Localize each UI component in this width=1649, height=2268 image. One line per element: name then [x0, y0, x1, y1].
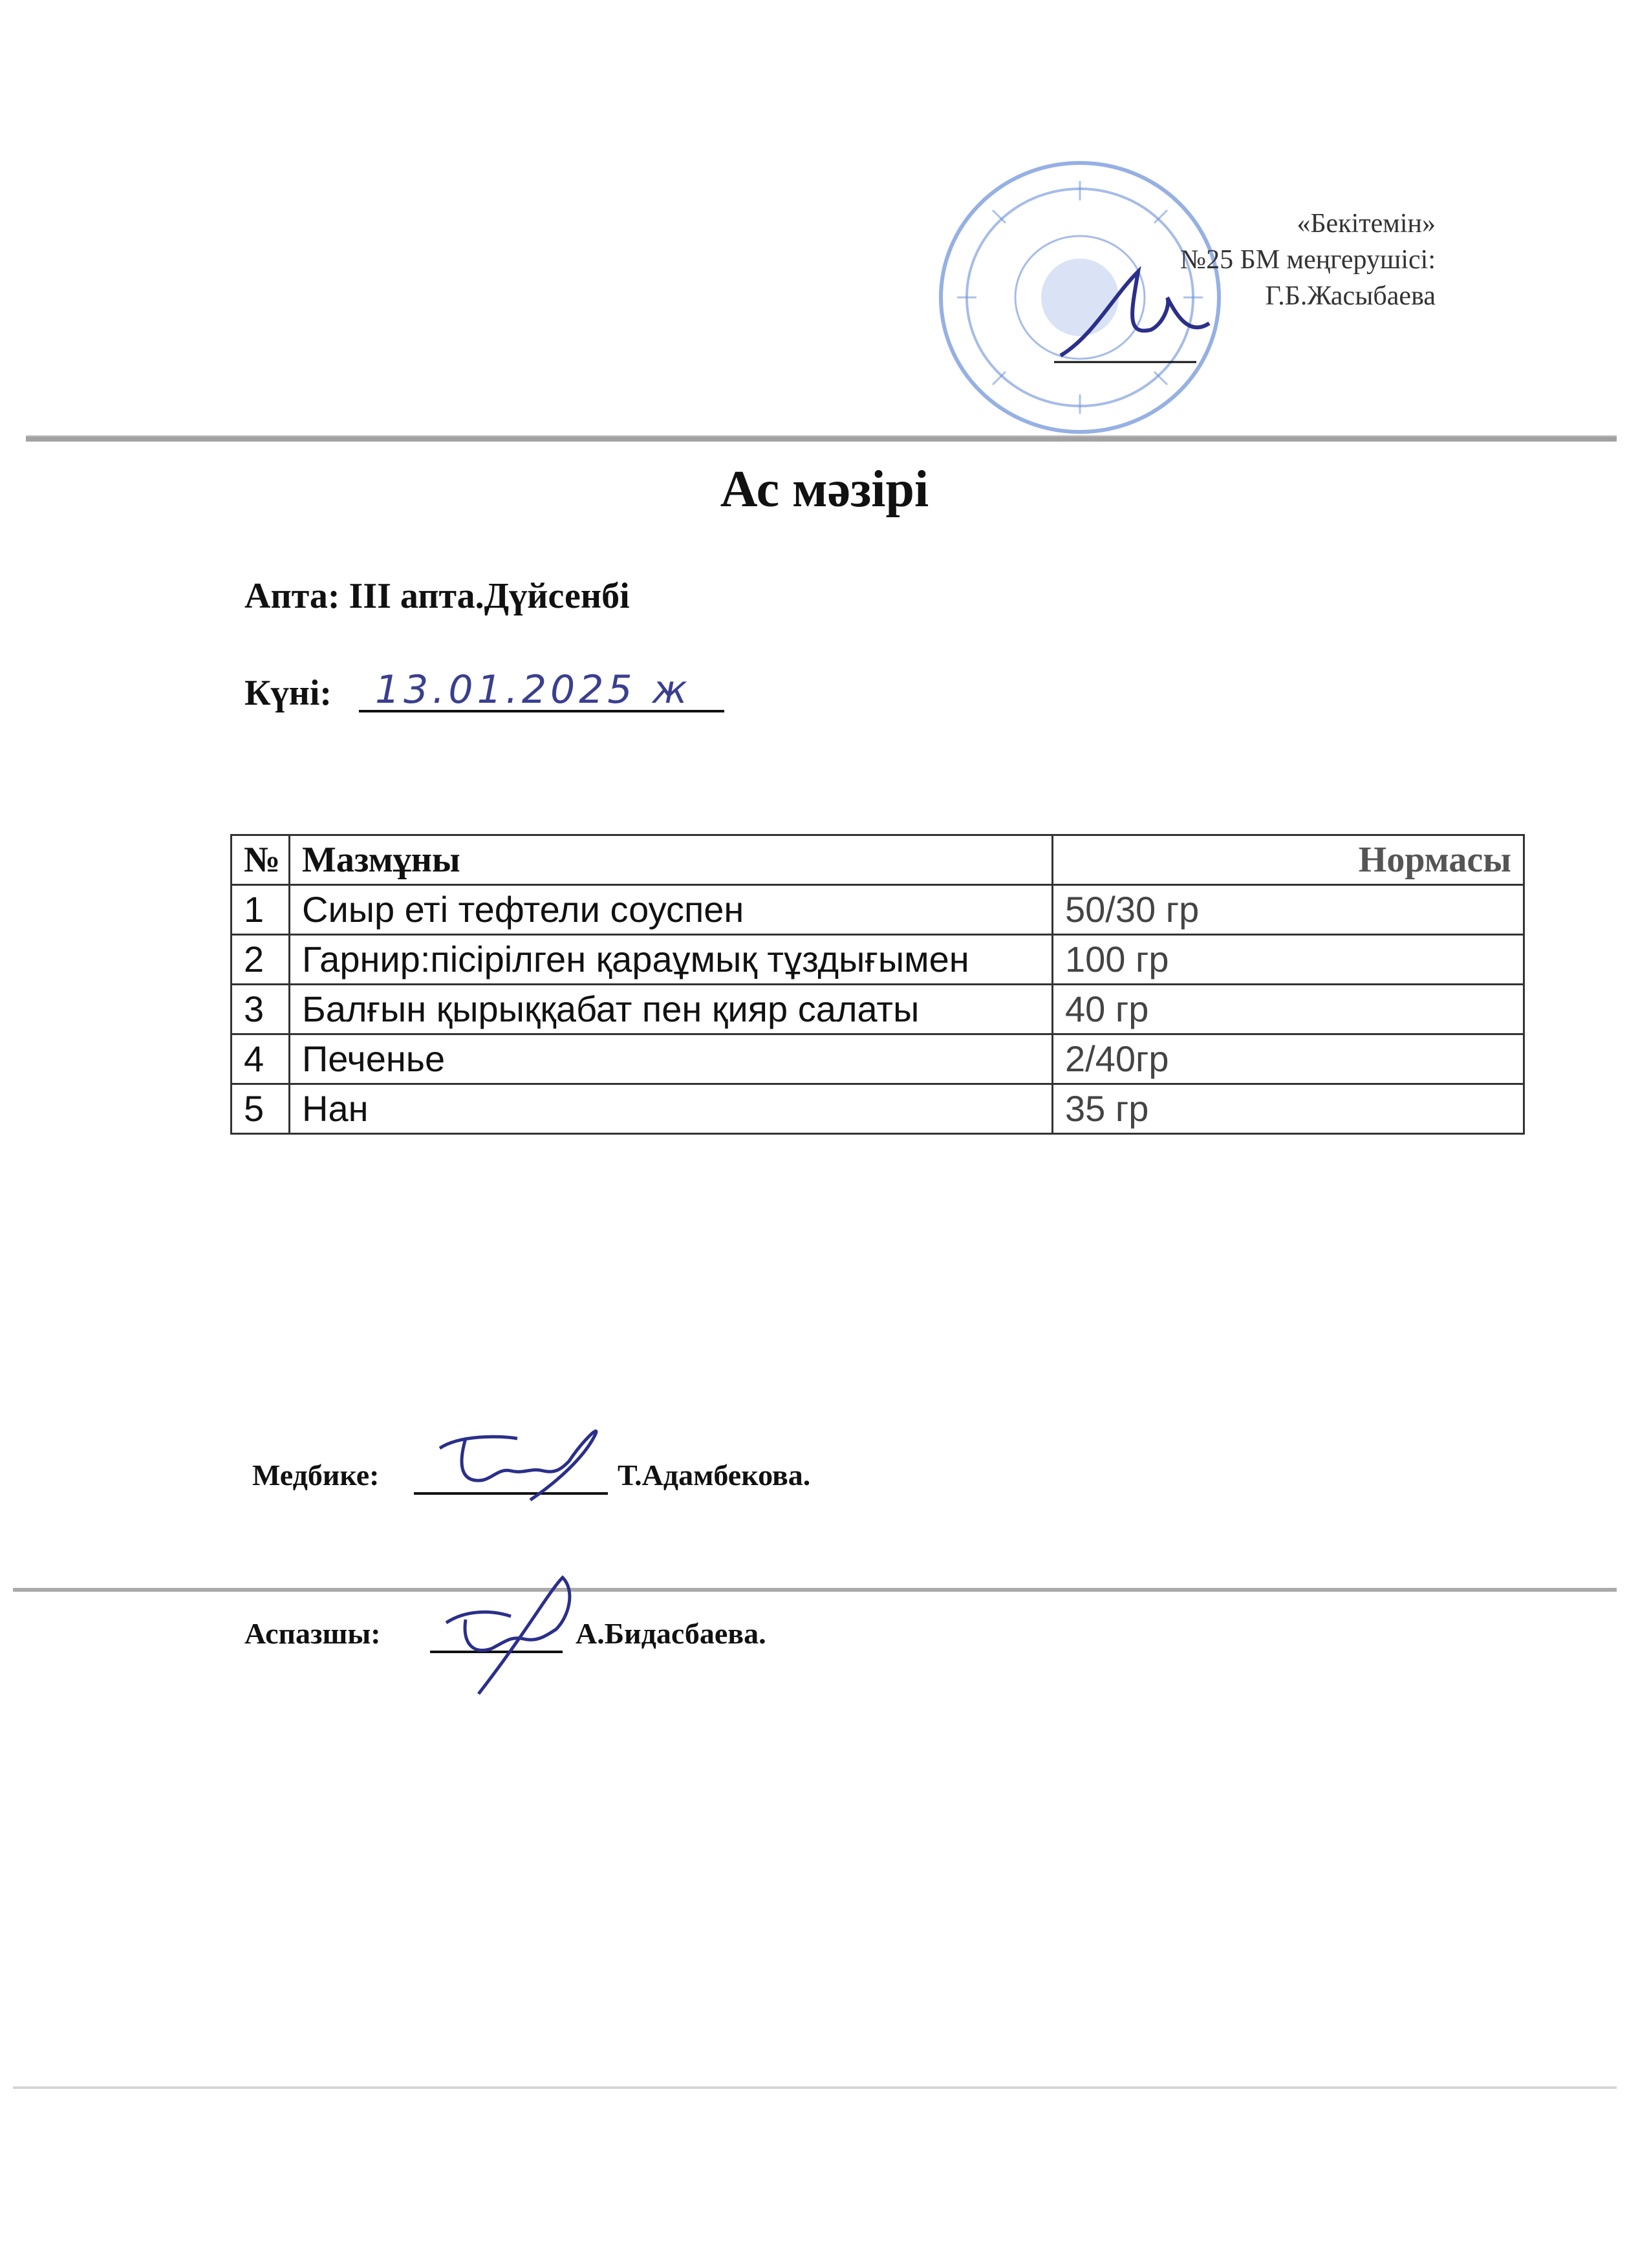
table-row: [232, 1084, 1524, 1134]
table-row: [232, 935, 1524, 985]
row-number: 3: [232, 985, 290, 1034]
approval-position: №25 БМ меңгерушісі:: [1180, 245, 1436, 275]
scan-noise-line: [13, 1584, 1617, 1596]
row-norm: 2/40гр: [1053, 1034, 1524, 1084]
header-content: Мазмұны: [290, 835, 1053, 885]
row-number: 1: [232, 885, 290, 935]
table-row: [232, 885, 1524, 935]
aspazshy-name: А.Бидасбаева.: [576, 1617, 766, 1650]
row-norm: 100 гр: [1053, 935, 1524, 985]
approval-title: «Бекітемін»: [1297, 209, 1436, 239]
row-content: Сиыр еті тефтели соуспен: [290, 885, 1053, 935]
header-norm: Нормасы: [1053, 835, 1524, 885]
row-content: Печенье: [290, 1034, 1053, 1084]
date-label: Күні:: [244, 673, 332, 713]
medbike-name: Т.Адамбекова.: [618, 1459, 811, 1492]
page-title: Ас мәзірі: [720, 461, 929, 518]
row-norm: 40 гр: [1053, 985, 1524, 1034]
week-label: Апта: ІІІ апта.Дүйсенбі: [244, 576, 630, 616]
table-row: [232, 985, 1524, 1034]
row-number: 5: [232, 1084, 290, 1134]
aspazshy-signature: [427, 1565, 595, 1700]
row-content: Гарнир:пісірілген қараұмық тұздығымен: [290, 935, 1053, 985]
medbike-label: Медбике:: [252, 1459, 380, 1492]
row-content: Нан: [290, 1084, 1053, 1134]
row-norm: 35 гр: [1053, 1084, 1524, 1134]
menu-table: [230, 834, 1525, 1135]
date-value: 13.01.2025 ж: [375, 667, 691, 712]
row-number: 2: [232, 935, 290, 985]
header-number: №: [232, 835, 290, 885]
approval-name: Г.Б.Жасыбаева: [1265, 281, 1436, 311]
approval-signature: [1035, 259, 1229, 375]
table-row: [232, 1034, 1524, 1084]
medbike-signature: [420, 1409, 614, 1506]
row-content: Балғын қырыққабат пен қияр салаты: [290, 985, 1053, 1034]
row-number: 4: [232, 1034, 290, 1084]
scan-noise-line: [26, 433, 1617, 445]
row-norm: 50/30 гр: [1053, 885, 1524, 935]
scan-noise-line: [13, 2082, 1617, 2093]
table-header-row: [232, 835, 1524, 885]
aspazshy-label: Аспазшы:: [244, 1617, 381, 1650]
